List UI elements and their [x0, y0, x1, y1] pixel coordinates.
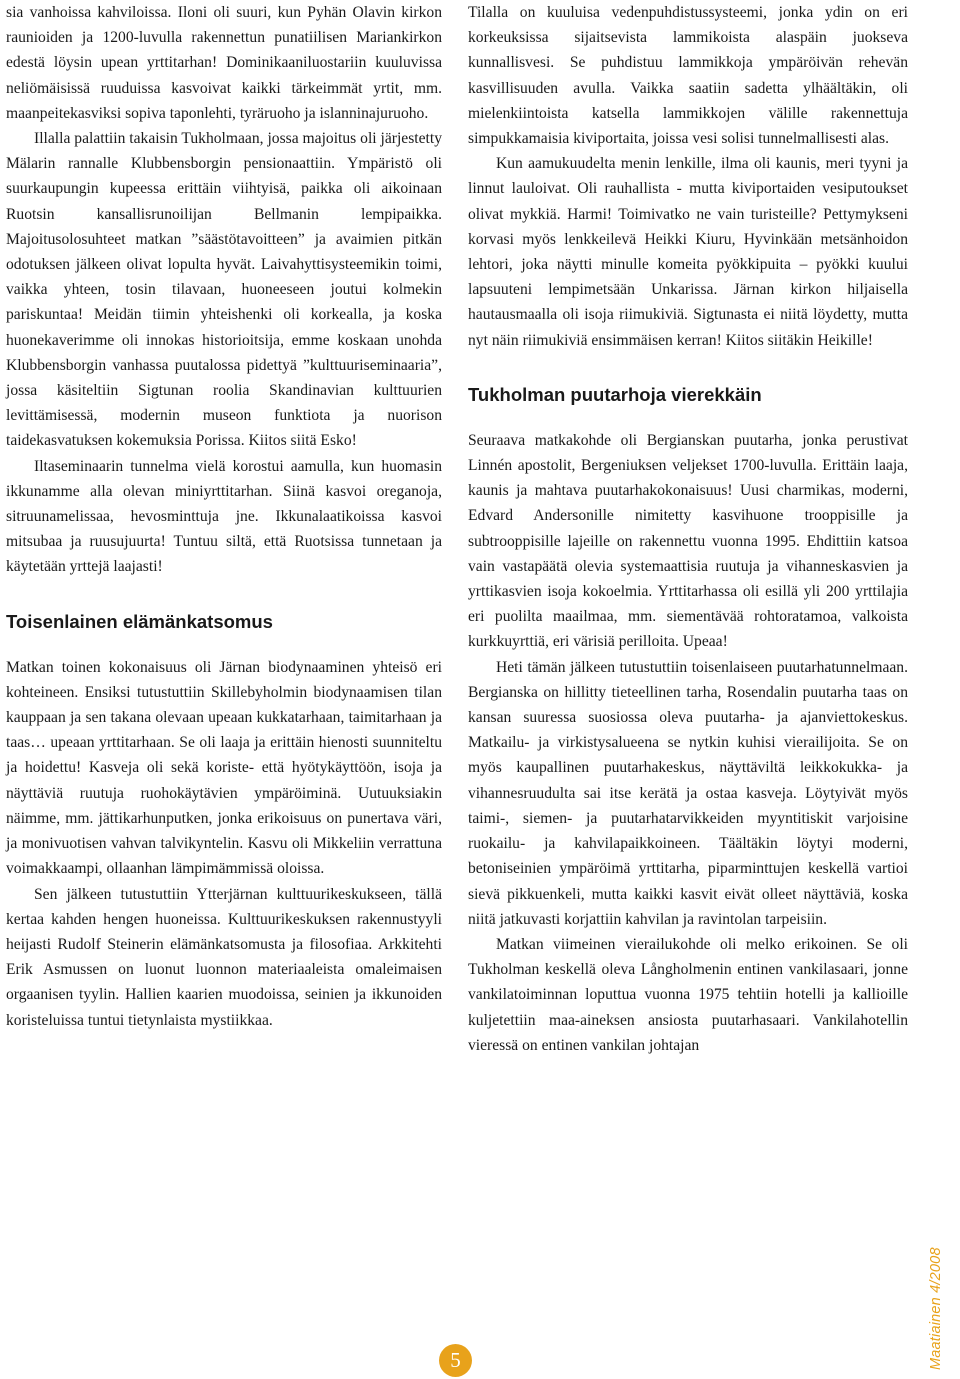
paragraph-section-3: Matkan viimeinen vierailukohde oli melko erikoinen. Se oli Tukholman keskellä oleva Långholmenin entinen vankilasaari, jonne vankilatoiminnan loputtua vuonna 1975 tehtiin hotelli ja kallioille kuljetettiin maa-aineksen ansiosta puutarhasaari. Vankilahotellin vieressä on entinen vankilan johtajan	[468, 935, 908, 1054]
section-heading-right: Tukholman puutarhoja vierekkäin	[468, 383, 762, 405]
magazine-label: Maatiainen 4/2008	[928, 1247, 944, 1370]
section-heading-left: Toisenlainen elämänkatsomus	[6, 610, 273, 632]
paragraph-intro-1: sia vanhoissa kahviloissa. Iloni oli suuri, kun Pyhän Olavin kirkon raunioiden ja 1200-luvulla rakennettun punatiilisen Mariankirkon edestä löysin upean yrttitarhan! Dominikaaniluostariin kuuluvissa neliömäisissä ruuduissa kasvoivat kaikki tärkeimmät yrtit, mm. maanpeitekasviksi sopiva taponlehti, tyräruoho ja islanninajuruoho.	[6, 4, 442, 122]
paragraph-section-2: Heti tämän jälkeen tutustuttiin toisenlaiseen puutarhatunnelmaan. Bergianska on hillitty tieteellinen tarha, Rosendalin puutarha taas on kansan suuressa suosiossa oleva puutarha- ja ajanviettokeskus. Matkailu- ja virkistysalueena se nytkin kuhisi vierailijoita. Se on myös kaupallinen puutarhakeskus, näyttäviltä leikkokukka- ja vihannesruudulta sai itse kerätä ja ostaa kasveja. Löytyivät myös taimi-, siemen- ja puutarhatarvikkeiden myyntitiskit varjoisine ruokailu- ja kahvilapaikkoineen. Täältäkin löytyi moderni, betoniseinien ympäröimä yrttitarha, piparminttujen keskellä vartioi sievä pikkuenkeli, mutta kaikki kasvit eivät olleet näyttäviä, koska niitä jatkuvasti korjattiin kahvilan ja ravintolan tarpeisiin.	[468, 658, 908, 928]
paragraph-intro-2: Kun aamukuudelta menin lenkille, ilma oli kaunis, meri tyyni ja linnut lauloivat. Oli rauhallista - mutta kiviportaiden vesiputoukset olivat mykkiä. Harmi! Toimivatko ne vain turisteille? Pettymykseni korvasi myös lenkkeilevä Heikki Kiuru, Hyvinkään metsänhoidon lehtori, joka näytti minulle komeita pyökkipuita – pyökki kuului lapsuuteni lempimetsään Unkarissa. Järnan kirkon hiljaisella hautausmaalla oli isoja riimukiviä. Sigtunasta ei niitä löydetty, mutta nyt näin riimukiviä ensimmäisen kerran! Kiitos siitäkin Heikille!	[468, 155, 908, 349]
right-column	[468, 0, 908, 1058]
paragraph-section-1: Seuraava matkakohde oli Bergianskan puutarha, jonka perustivat Linnén apostolit, Bergeniuksen veljekset 1700-luvulla. Erittäin laaja, kaunis ja mahtava puutarhakokonaisuus! Uusi charmikas, moderni, Edvard Andersonille nimitetty kasvihuone trooppisille ja subtrooppisille lajeille on rakennettu vuonna 1995. Ehdittiin katsoa vain vastapäätä olevia systemaattisia ruutuja ja vihanneskasvien ja yrttikasvien isoja kokoelmia. Yrttitarhassa oli esillä yli 200 yrttilajia eri puolilta maailmaa, mm. siementävää rohtoratamoa, valkoista kurkkuyrttiä, eri värisiä perilloita. Upeaa!	[468, 431, 908, 651]
page-number: 5	[439, 1344, 472, 1377]
paragraph-intro-3: Iltaseminaarin tunnelma vielä korostui aamulla, kun huomasin ikkunamme alla olevan miniyrttitarhan. Siinä kasvoi oreganoja, sitruunamelissaa, hevosminttuja jne. Ikkunalaatikoissa kasvoi mitsubaa ja ruusujuurta! Tuntuu siltä, että Ruotsissa tunnetaan ja käytetään yrttejä laajasti!	[6, 457, 442, 576]
paragraph-section-2: Sen jälkeen tutustuttiin Ytterjärnan kulttuurikeskukseen, tällä kertaa kahden hengen huoneissa. Kulttuurikeskuksen rakennustyyli heijasti Rudolf Steinerin elämänkatsomusta ja filosofiaa. Arkkitehti Erik Asmussen on luonut luonnon materiaaleista omaleimaisen orgaanisen tyylin. Hallien kaarien muodoissa, seinien ja ikkunoiden koristeluissa tuntui tietynlaista mystiikkaa.	[6, 885, 442, 1029]
paragraph-intro-1: Tilalla on kuuluisa vedenpuhdistussysteemi, jonka ydin on eri korkeuksissa sijaitsevista lammikoista alaspäin juokseva kunnallisvesi. Se puhdistuu lammikkoja ympäröivän rehevän kasvillisuuden avulla. Vaikka saatiin sadetta ylhäältäkin, oli mielenkiintoista katsella lammikkojen välille rakennettuja simpukkamaisia kiviportaita, joissa vesi solisi tunnelmallisesti alas.	[468, 4, 908, 148]
paragraph-intro-2: Illalla palattiin takaisin Tukholmaan, jossa majoitus oli järjestetty Mälarin rannalle Klubbensborgin pensionaattiin. Ympäristö oli suurkaupungin kupeessa erittäin viihtyisä, paikka oli aikoinaan Ruotsin kansallisrunoilijan Bellmanin lempipaikka. Majoitusolosuhteet matkan ”säästötavoitteen” ja avaimien pitkän odotuksen jälkeen olivat lopulta hyvät. Laivahyttisysteemikin toimi, vaikka yhteen, tosin tilavaan, huoneeseen joutui kolmekin pariskuntaa! Meidän tiimin yhteishenki oli korkealla, ja koska huonekaverimme oli innokas historioitsija, emme koskaan unohda Klubbensborgin vanhassa puutalossa pidettyä ”kulttuuriseminaaria”, jossa käsiteltiin Sigtunan roolia Skandinavian kulttuurien levittämisessä, modernin museon funktiota ja nuorison taidekasvatuksen kokemuksia Porissa. Kiitos siitä Esko!	[6, 130, 442, 450]
paragraph-section-1: Matkan toinen kokonaisuus oli Järnan biodynaaminen yhteisö eri kohteineen. Ensiksi tutustuttiin Skillebyholmin biodynaamisen tilan kauppaan ja sen takana olevaan upeaan kukkatarhaan, taimitarhaan ja taas… upeaan yrttitarhaan. Se oli laaja ja erittäin hienosti suunniteltu ja hoidettu! Kasveja oli sekä koriste- että hyötykäyttöön, isoja ja näyttäviä ruutuja ruohokäytävien ympäröiminä. Uutuuksiakin näimme, mm. jättikarhunputken, jonka erikoisuus on punertava väri, ja monivuotisen vahvan talvikyntelin. Kasvu oli Mikkeliin verrattuna voimakkaampi, ollaanhan lämpimämmissä oloissa.	[6, 658, 442, 878]
left-column	[6, 0, 442, 1033]
